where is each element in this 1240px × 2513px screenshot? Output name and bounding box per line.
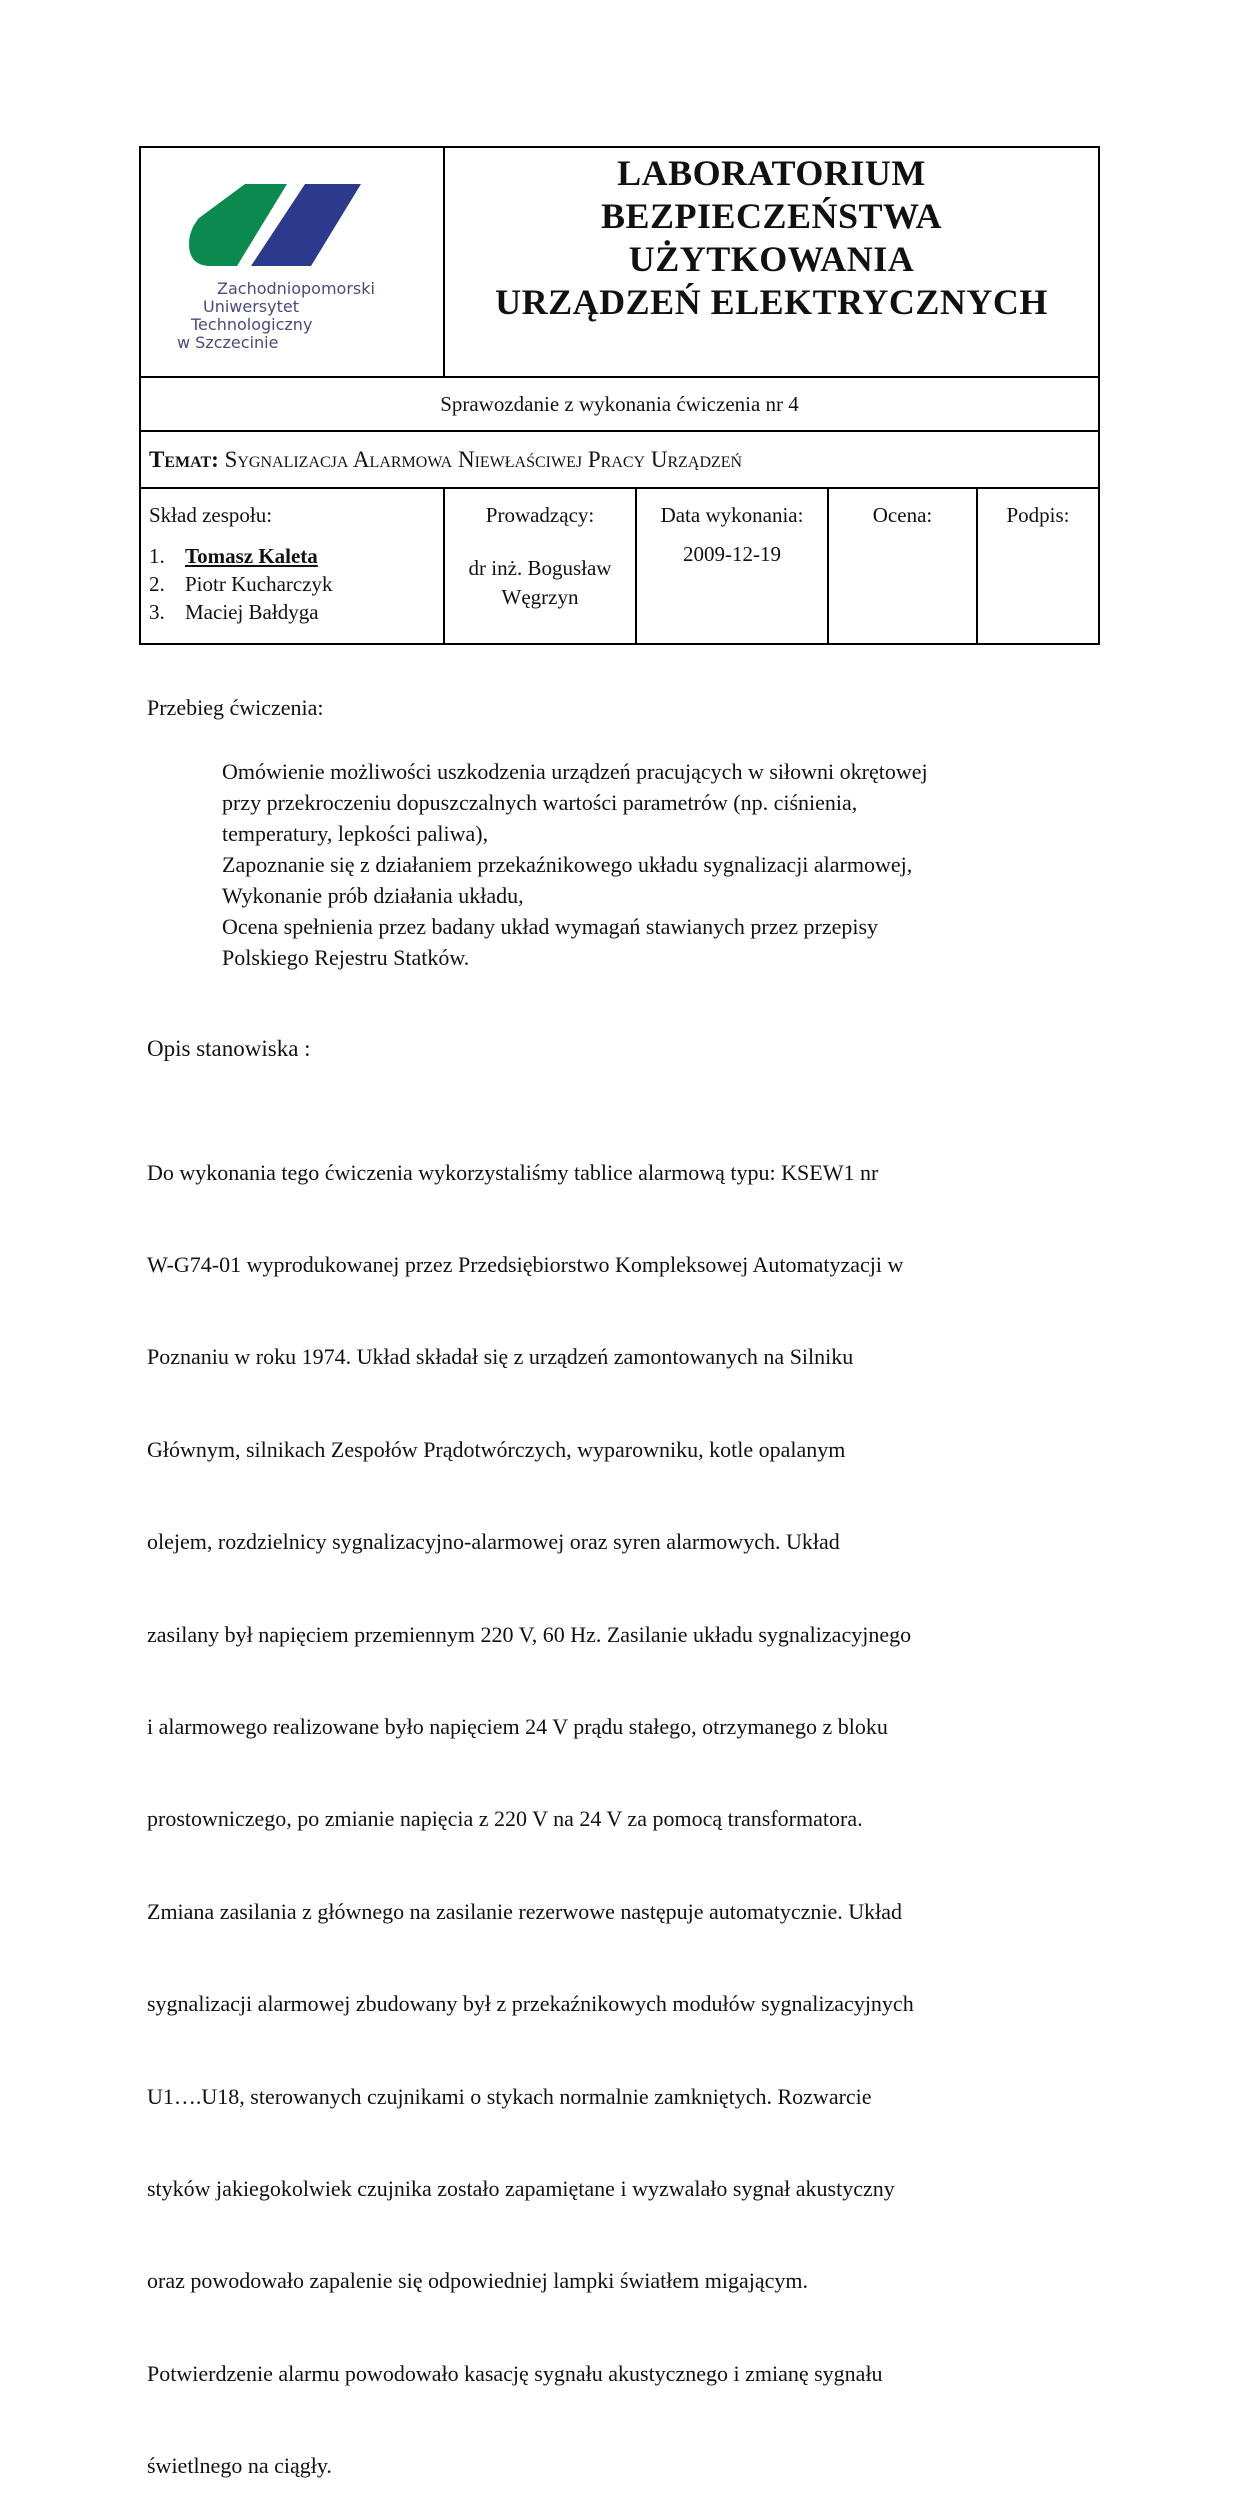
grade-label: Ocena: [872, 503, 933, 527]
member-number: 3. [149, 600, 165, 624]
course-line: Omówienie możliwości uszkodzenia urządzeń pracujących w siłowni okrętowej [222, 759, 928, 784]
date-label: Data wykonania: [660, 503, 804, 527]
title-line: URZĄDZEŃ ELEKTRYCZNYCH [495, 282, 1048, 322]
description-line: Głównym, silnikach Zespołów Prądotwórczych, wyparowniku, kotle opalanym [147, 1436, 846, 1462]
description-line: świetlnego na ciągły. [147, 2453, 332, 2479]
logo-cell [140, 147, 444, 377]
description-line: prostowniczego, po zmianie napięcia z 220 V na 24 V za pomocą transformatora. [147, 1806, 863, 1832]
description-line: oraz powodowało zapalenie się odpowiedniej lampki światłem migającym. [147, 2268, 809, 2294]
report-topic [140, 431, 1099, 488]
course-steps [222, 756, 1102, 973]
course-line: przy przekroczeniu dopuszczalnych wartości parametrów (np. ciśnienia, [222, 790, 858, 815]
lab-title [445, 148, 1098, 324]
title-line: UŻYTKOWANIA [628, 239, 915, 279]
description-line: i alarmowego realizowane było napięciem 24 V prądu stałego, otrzymanego z bloku [147, 1713, 888, 1739]
team-member [149, 542, 443, 570]
member-name: Piotr Kucharczyk [185, 572, 333, 596]
date-value: 2009-12-19 [683, 542, 781, 566]
description-line: Potwierdzenie alarmu powodowało kasację sygnału akustycznego i zmianę sygnału [147, 2360, 883, 2386]
topic-label: Temat: [149, 446, 219, 472]
supervisor-name-line: Węgrzyn [501, 585, 579, 609]
date-cell [636, 488, 828, 644]
lab-title-cell [444, 147, 1099, 377]
team-member [149, 598, 443, 626]
course-line: Ocena spełnienia przez badany układ wymagań stawianych przez przepisy [222, 914, 879, 939]
member-number: 1. [149, 544, 165, 568]
description-line: Poznaniu w roku 1974. Układ składał się z urządzeń zamontowanych na Silniku [147, 1344, 854, 1370]
course-line: Polskiego Rejestru Statków. [222, 945, 470, 970]
supervisor-cell [444, 488, 636, 644]
team-label: Skład zespołu: [149, 503, 273, 527]
team-member [149, 570, 443, 598]
supervisor-name-line: dr inż. Bogusław [468, 556, 612, 580]
station-heading: Opis stanowiska : [147, 1036, 311, 1061]
signature-cell [977, 488, 1099, 644]
description-line: zasilany był napięciem przemiennym 220 V, 60 Hz. Zasilanie układu sygnalizacyjnego [147, 1621, 912, 1647]
description-line: olejem, rozdzielnicy sygnalizacyjno-alarmowej oraz syren alarmowych. Układ [147, 1529, 840, 1555]
member-name: Maciej Bałdyga [185, 600, 319, 624]
report-subtitle: Sprawozdanie z wykonania ćwiczenia nr 4 [140, 377, 1099, 431]
course-heading: Przebieg ćwiczenia: [147, 695, 324, 720]
supervisor-name [445, 554, 635, 612]
logo-line: Technologiczny [191, 315, 313, 334]
logo-line: Zachodniopomorski [217, 279, 375, 298]
topic-value: Sygnalizacja Alarmowa Niewłaściwej Pracy Urządzeń [218, 446, 743, 472]
team-list [149, 542, 443, 626]
course-line: Wykonanie prób działania układu, [222, 883, 524, 908]
logo-line: Uniwersytet [203, 297, 299, 316]
description-line: sygnalizacji alarmowej zbudowany był z przekaźnikowych modułów sygnalizacyjnych [147, 1991, 914, 2017]
signature-label: Podpis: [1006, 503, 1070, 527]
description-line: styków jakiegokolwiek czujnika zostało zapamiętane i wyzwalało sygnał akustyczny [147, 2175, 895, 2201]
university-name [177, 280, 375, 352]
title-line: LABORATORIUM [617, 153, 926, 193]
description-line: U1….U18, sterowanych czujnikami o stykach normalnie zamkniętych. Rozwarcie [147, 2083, 872, 2109]
grade-cell [828, 488, 977, 644]
title-line: BEZPIECZEŃSTWA [600, 196, 943, 236]
supervisor-label: Prowadzący: [485, 503, 595, 527]
description-line: W-G74-01 wyprodukowanej przez Przedsiębiorstwo Kompleksowej Automatyzacji w [147, 1251, 904, 1277]
course-line: Zapoznanie się z działaniem przekaźnikowego układu sygnalizacji alarmowej, [222, 852, 913, 877]
team-cell [140, 488, 444, 644]
report-header-table [139, 146, 1100, 645]
course-line: temperatury, lepkości paliwa), [222, 821, 489, 846]
station-description [147, 1096, 1107, 2513]
member-name: Tomasz Kaleta [185, 544, 318, 568]
description-line: Do wykonania tego ćwiczenia wykorzystaliśmy tablice alarmową typu: KSEW1 nr [147, 1159, 879, 1185]
member-number: 2. [149, 572, 165, 596]
logo-line: w Szczecinie [177, 333, 279, 352]
description-line: Zmiana zasilania z głównego na zasilanie rezerwowe następuje automatycznie. Układ [147, 1898, 903, 1924]
university-logo-icon [185, 178, 365, 278]
